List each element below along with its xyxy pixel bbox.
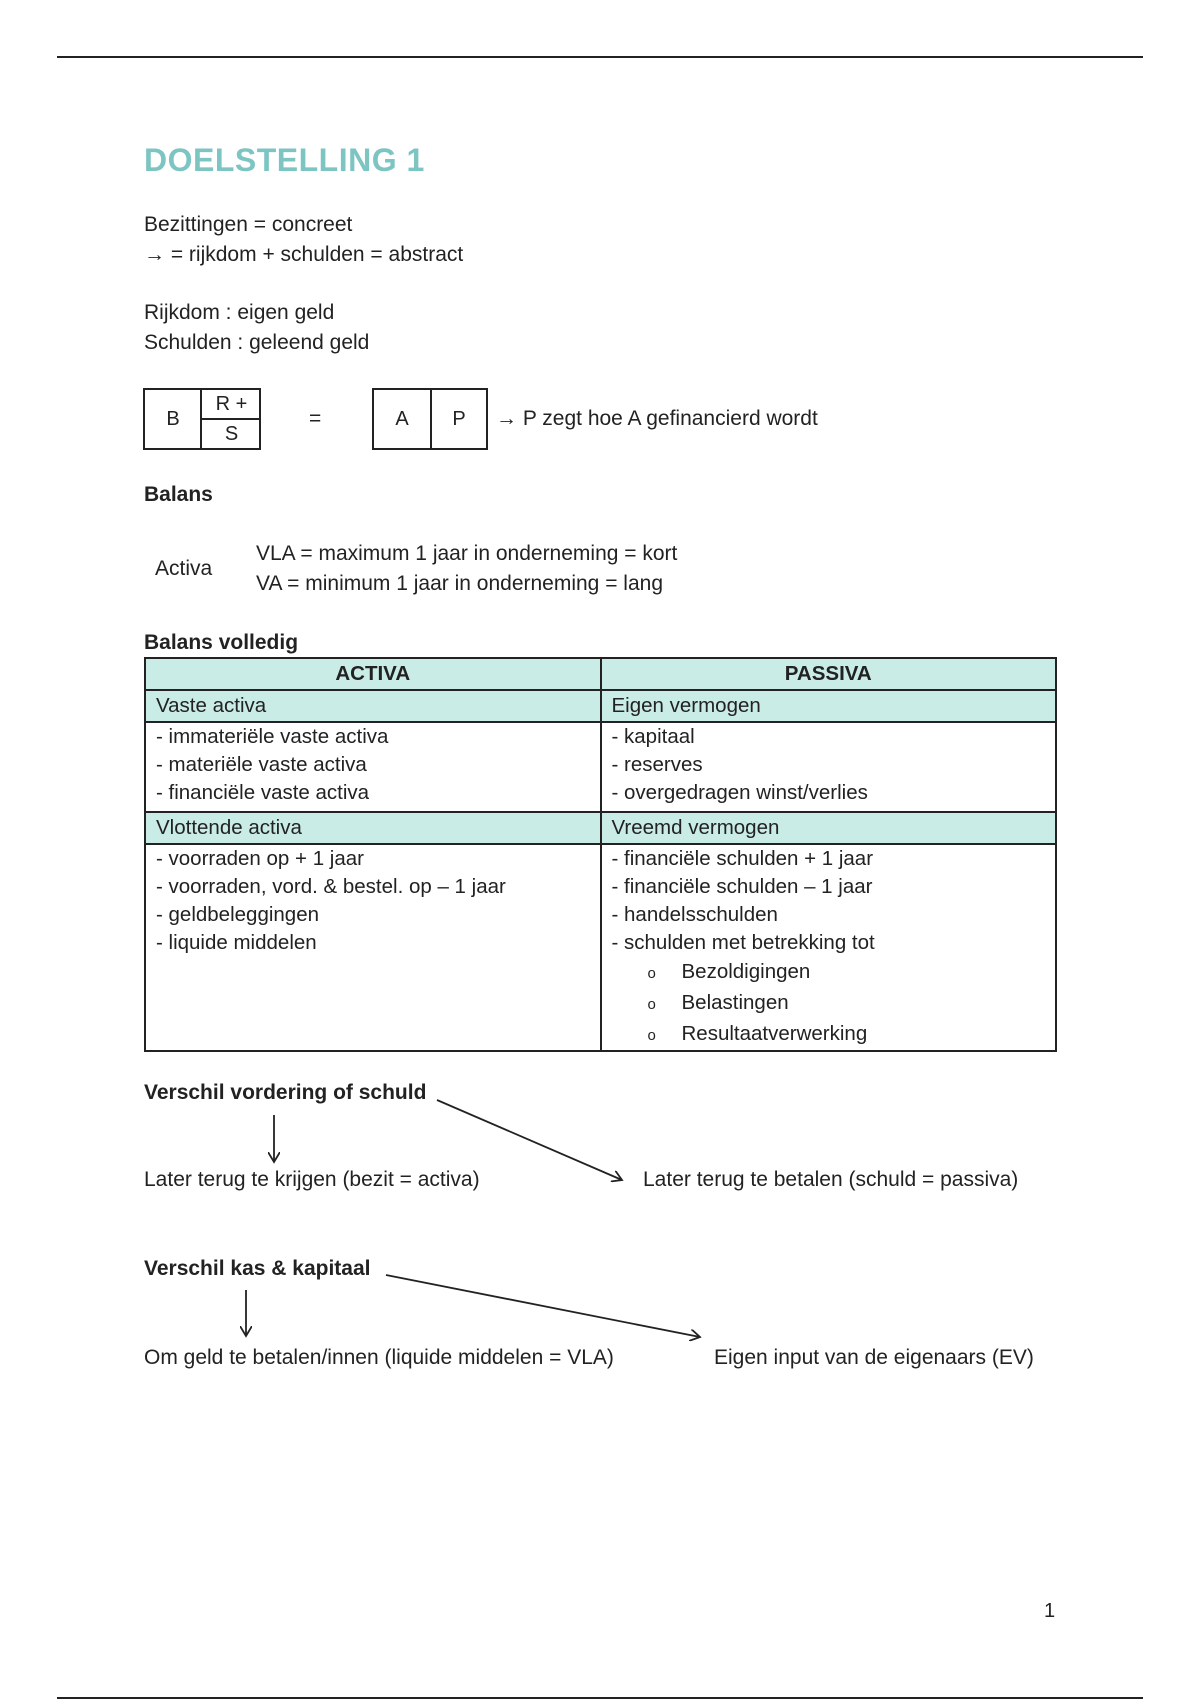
box-a: A [395, 407, 409, 430]
verschil-vordering-heading: Verschil vordering of schuld [144, 1081, 427, 1104]
box-p: P [452, 407, 466, 430]
list-item: - geldbeleggingen [156, 903, 319, 926]
verschil-vordering-right: Later terug te betalen (schuld = passiva) [643, 1168, 1019, 1191]
list-item: - voorraden op + 1 jaar [156, 847, 364, 870]
list-item: - reserves [611, 753, 703, 776]
verschil-vordering-left: Later terug te krijgen (bezit = activa) [144, 1168, 480, 1191]
vlottende-activa-header: Vlottende activa [145, 812, 601, 844]
equals-sign: = [309, 407, 322, 430]
circle-bullet-icon: o [647, 996, 656, 1013]
box-r: R + [215, 392, 248, 415]
col-activa: ACTIVA [145, 658, 601, 690]
diagonal-arrow-icon [386, 1275, 700, 1337]
vaste-activa-header: Vaste activa [145, 690, 601, 722]
list-item: - overgedragen winst/verlies [611, 781, 868, 804]
balans-volledig-heading: Balans volledig [144, 631, 299, 654]
intro-line-3: Rijkdom : eigen geld [144, 301, 335, 324]
sub-item-text: Belastingen [681, 991, 789, 1014]
va-line: VA = minimum 1 jaar in onderneming = lang [256, 572, 663, 595]
list-item: - liquide middelen [156, 931, 317, 954]
list-item: - immateriële vaste activa [156, 725, 389, 748]
circle-bullet-icon: o [647, 965, 656, 982]
page-title: DOELSTELLING 1 [144, 142, 425, 178]
box-b: B [166, 407, 180, 430]
list-item: - voorraden, vord. & bestel. op – 1 jaar [156, 875, 506, 898]
vla-line: VLA = maximum 1 jaar in onderneming = kort [256, 542, 678, 565]
intro-line-2-text: = rijkdom + schulden = abstract [165, 243, 464, 266]
verschil-kas-right: Eigen input van de eigenaars (EV) [714, 1346, 1034, 1369]
circle-bullet-icon: o [647, 1027, 656, 1044]
diagonal-arrow-icon [437, 1100, 622, 1180]
eigen-vermogen-header: Eigen vermogen [601, 690, 1057, 722]
list-item: - financiële schulden – 1 jaar [611, 875, 873, 898]
sub-item-text: Bezoldigingen [681, 960, 811, 983]
activa-label: Activa [155, 557, 213, 580]
vreemd-vermogen-header: Vreemd vermogen [601, 812, 1057, 844]
right-arrow-icon: → [144, 243, 165, 266]
list-item: - kapitaal [611, 725, 695, 748]
verschil-kas-left: Om geld te betalen/innen (liquide middelen = VLA) [144, 1346, 614, 1369]
list-item: - handelsschulden [611, 903, 778, 926]
sub-item-text: Resultaatverwerking [681, 1022, 868, 1045]
intro-line-4: Schulden : geleend geld [144, 331, 370, 354]
balans-heading: Balans [144, 483, 213, 506]
verschil-kas-heading: Verschil kas & kapitaal [144, 1257, 371, 1280]
list-item: - materiële vaste activa [156, 753, 367, 776]
box-s: S [224, 422, 239, 445]
page-number: 1 [1044, 1600, 1056, 1622]
list-item: - schulden met betrekking tot [611, 931, 875, 954]
list-item: - financiële schulden + 1 jaar [611, 847, 874, 870]
col-passiva: PASSIVA [601, 658, 1057, 690]
list-item: - financiële vaste activa [156, 781, 370, 804]
intro-line-1: Bezittingen = concreet [144, 213, 353, 236]
right-arrow-icon: → [496, 407, 517, 430]
equation-note-text: P zegt hoe A gefinancierd wordt [517, 407, 818, 430]
